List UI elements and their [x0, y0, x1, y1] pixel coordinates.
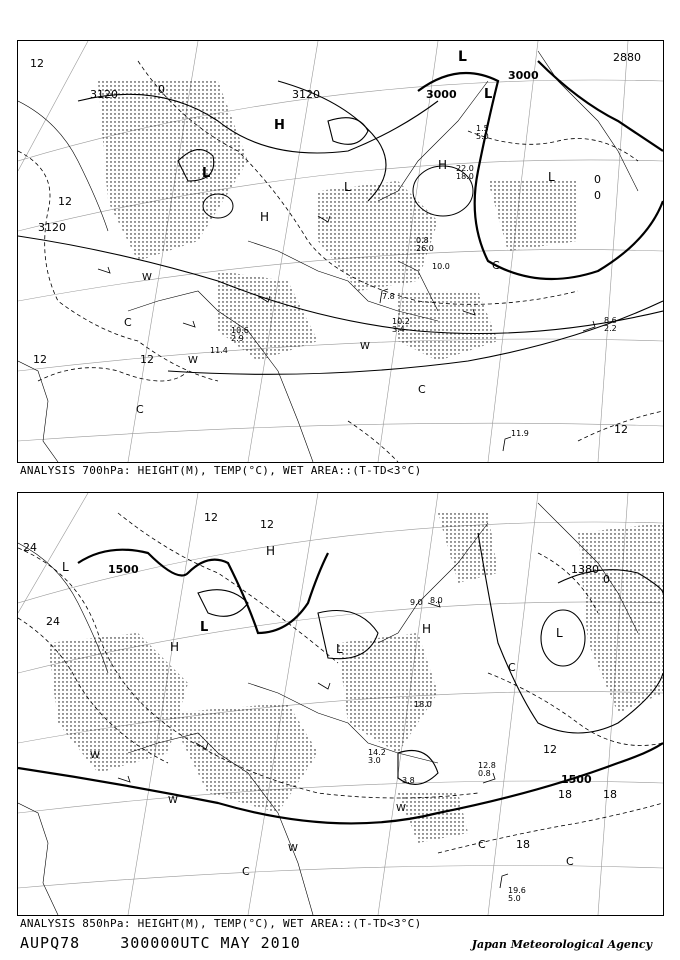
temp-label: 12	[260, 518, 274, 531]
station-value: 18.0	[456, 172, 474, 181]
chart-datetime: 300000UTC MAY 2010	[120, 934, 301, 952]
temp-label: 24	[46, 615, 60, 628]
height-label: 1500	[108, 563, 139, 576]
map-850hpa-svg	[18, 493, 663, 915]
low-center: L	[336, 642, 343, 656]
temp-label: 12	[204, 511, 218, 524]
station-value: 10.6	[231, 326, 249, 335]
station-value: 22.0	[456, 164, 474, 173]
low-center: L	[556, 626, 563, 640]
high-center: H	[274, 118, 285, 133]
station-value: 11.9	[511, 429, 529, 438]
station-value: 9.0	[410, 598, 423, 607]
station-value: 1.5	[476, 124, 489, 133]
station-value: 0.8	[478, 769, 491, 778]
cold-center: C	[478, 838, 486, 851]
temp-label: 12	[614, 423, 628, 436]
high-center: H	[260, 210, 270, 224]
caption-850hpa: ANALYSIS 850hPa: HEIGHT(M), TEMP(°C), WET AREA::(T-TD<3°C)	[20, 917, 422, 930]
map-700hpa-svg	[18, 41, 663, 462]
high-center: H	[170, 640, 180, 654]
cold-center: C	[124, 316, 132, 329]
station-value: 0.8	[416, 236, 429, 245]
station-value: 2.9	[231, 334, 244, 343]
temp-label: 12	[33, 353, 47, 366]
low-center: L	[344, 180, 351, 194]
warm-center: W	[142, 272, 152, 283]
warm-center: W	[396, 803, 406, 814]
height-label: 3120	[90, 88, 118, 101]
warm-center: W	[288, 843, 298, 854]
station-value: 5.0	[508, 894, 521, 903]
station-value: 5.0	[476, 132, 489, 141]
cold-center: C	[492, 259, 500, 272]
temp-label: 12	[30, 57, 44, 70]
height-label: 1380	[571, 563, 599, 576]
station-value: 14.2	[368, 748, 386, 757]
temp-label: 12	[140, 353, 154, 366]
temp-label: 12	[543, 743, 557, 756]
station-value: 8.0	[430, 596, 443, 605]
high-center: H	[266, 544, 276, 558]
height-label: 3120	[38, 221, 66, 234]
high-center: H	[422, 622, 432, 636]
chart-code: AUPQ78	[20, 934, 81, 952]
station-value: 3.4	[392, 325, 405, 334]
temp-label: 0	[594, 173, 601, 186]
wet-areas	[98, 81, 578, 361]
station-value: 18.0	[414, 700, 432, 709]
low-center: L	[548, 170, 555, 184]
temp-label: 18	[516, 838, 530, 851]
high-center: H	[438, 158, 448, 172]
map-panel-850hpa	[17, 492, 664, 916]
temp-label: 0	[594, 189, 601, 202]
low-center: L	[62, 560, 69, 574]
cold-center: C	[242, 865, 250, 878]
caption-700hpa: ANALYSIS 700hPa: HEIGHT(M), TEMP(°C), WET AREA::(T-TD<3°C)	[20, 464, 422, 477]
station-value: 11.4	[210, 346, 228, 355]
temp-label: 12	[58, 195, 72, 208]
station-value: 26.0	[416, 244, 434, 253]
cold-center: C	[136, 403, 144, 416]
temp-label: 0	[158, 83, 165, 96]
low-center: L	[484, 87, 493, 102]
agency-credit: Japan Meteorological Agency	[471, 938, 652, 951]
height-label: 3000	[508, 69, 539, 82]
station-value: 2.2	[604, 324, 617, 333]
station-value: 3.8	[402, 776, 415, 785]
low-center: L	[200, 620, 209, 635]
warm-center: W	[188, 355, 198, 366]
warm-center: W	[90, 750, 100, 761]
temp-label: 18	[603, 788, 617, 801]
cold-center: C	[508, 661, 516, 674]
station-value: 10.2	[392, 317, 410, 326]
station-value: 10.0	[432, 262, 450, 271]
warm-center: W	[168, 795, 178, 806]
height-label: 2880	[613, 51, 641, 64]
station-value: 8.6	[604, 316, 617, 325]
low-center: L	[458, 49, 467, 65]
map-panel-700hpa	[17, 40, 664, 463]
height-label: 1500	[561, 773, 592, 786]
temp-label: 24	[23, 541, 37, 554]
station-value: 3.0	[368, 756, 381, 765]
warm-center: W	[360, 341, 370, 352]
station-value: 19.6	[508, 886, 526, 895]
low-center: L	[202, 166, 211, 181]
height-label: 3120	[292, 88, 320, 101]
temp-label: 18	[558, 788, 572, 801]
temp-label: 0	[603, 573, 610, 586]
height-label: 3000	[426, 88, 457, 101]
cold-center: C	[418, 383, 426, 396]
station-value: 12.8	[478, 761, 496, 770]
cold-center: C	[566, 855, 574, 868]
chart-code-line	[20, 934, 331, 952]
station-value: 7.8	[382, 292, 395, 301]
